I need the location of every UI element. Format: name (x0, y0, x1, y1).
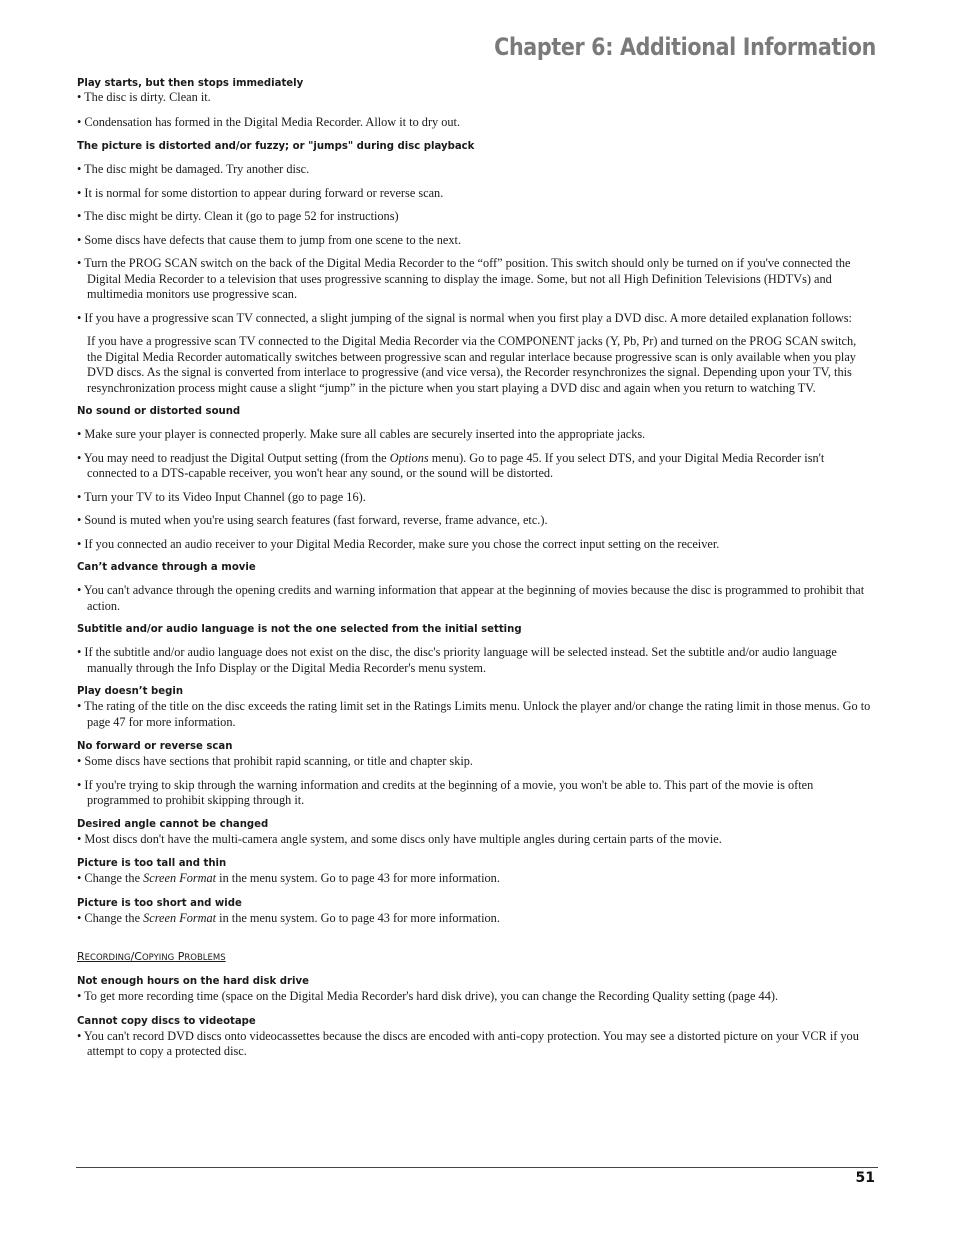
section-heading: Play doesn’t begin (77, 684, 184, 697)
bullet-item: • You can't record DVD discs onto videocassettes because the discs are encoded with anti-copy protection. You may see a distorted picture on your VCR if you attempt to copy a protected disc. (77, 1028, 859, 1058)
bullet-item: • Turn the PROG SCAN switch on the back of the Digital Media Recorder to the “off” position. This switch should only be turned on if you've connected the Digital Media Recorder to a television that uses progressive scanning to display the image. Some, but not all High Definition Televisions (HDTVs) and multimedia monitors use progressive scan. (77, 256, 851, 301)
page-number: 51 (855, 1170, 875, 1186)
chapter-title: Chapter 6: Additional Information (494, 33, 876, 61)
section-heading: Desired angle cannot be changed (77, 816, 269, 830)
bullet-item: • If you have a progressive scan TV connected, a slight jumping of the signal is normal when you first play a DVD disc. A more detailed explanation follows: (77, 310, 852, 325)
section-heading: No forward or reverse scan (77, 739, 233, 752)
bullet-item: • Make sure your player is connected properly. Make sure all cables are securely inserted into the appropriate jacks. (77, 427, 646, 441)
bullet-item: • Some discs have sections that prohibit rapid scanning, or title and chapter skip. (77, 754, 474, 768)
section-heading: Can’t advance through a movie (77, 560, 256, 573)
section-heading: Subtitle and/or audio language is not the one selected from the initial setting (77, 622, 522, 635)
explanation-paragraph: If you have a progressive scan TV connected to the Digital Media Recorder via the COMPONENT jacks (Y, Pb, Pr) and turned on the PROG SCAN switch, the Digital Media Recorder automatically switches between progressive scan and regular interlace because progressive scan is only available when you play DVD discs. As the signal is converted from interlace to progressive (and vice versa), the Recorder resynchronizes the signal. Depending upon your TV, this resynchronization process might cause a slight “jump” in the picture when you start playing a DVD disc and again when you return to watching TV. (87, 334, 857, 395)
bullet-item: • If the subtitle and/or audio language does not exist on the disc, the disc's priority language will be selected instead. Set the subtitle and/or audio language manually through the Info Display or the Digital Media Recorder's menu system. (77, 645, 837, 675)
section-heading: The picture is distorted and/or fuzzy; or "jumps" during disc playback (77, 139, 475, 152)
footer-divider (76, 1167, 878, 1168)
bullet-item: • The disc is dirty. Clean it. (77, 90, 211, 104)
bullet-item: • Sound is muted when you're using search features (fast forward, reverse, frame advance, etc.). (77, 513, 548, 527)
section-heading: Not enough hours on the hard disk drive (77, 974, 309, 987)
section-heading: Cannot copy discs to videotape (77, 1013, 256, 1027)
bullet-item: • Condensation has formed in the Digital Media Recorder. Allow it to dry out. (77, 114, 461, 129)
bullet-item: • The disc might be damaged. Try another disc. (77, 162, 310, 176)
bullet-item: • If you connected an audio receiver to your Digital Media Recorder, make sure you chose the correct input setting on the receiver. (77, 536, 720, 551)
section-heading: Picture is too short and wide (77, 895, 242, 909)
section-heading: No sound or distorted sound (77, 404, 241, 417)
bullet-item: • Turn your TV to its Video Input Channel (go to page 16). (77, 489, 366, 504)
bullet-item: • Change the Screen Format in the menu system. Go to page 43 for more information. (77, 910, 500, 925)
options-menu-term: Options (389, 450, 429, 465)
bullet-item: • Some discs have defects that cause them to jump from one scene to the next. (77, 232, 462, 247)
recording-section-title: RECORDING/COPYING PROBLEMS (77, 950, 226, 963)
section-heading: Picture is too tall and thin (77, 856, 227, 869)
bullet-item: • The disc might be dirty. Clean it (go to page 52 for instructions) (77, 209, 399, 223)
screen-format-term: Screen Format (143, 910, 217, 925)
bullet-item: • Change the Screen Format in the menu system. Go to page 43 for more information. (77, 871, 500, 885)
section-heading: Play starts, but then stops immediately (77, 76, 304, 89)
bullet-item: • To get more recording time (space on the Digital Media Recorder's hard disk drive), you can change the Recording Quality setting (page 44). (77, 989, 779, 1003)
bullet-item: • It is normal for some distortion to appear during forward or reverse scan. (77, 185, 444, 200)
bullet-item: • If you're trying to skip through the warning information and credits at the beginning of a movie, you won't be able to. This part of the movie is often programmed to prohibit skipping through it. (77, 777, 814, 807)
bullet-item: • You may need to readjust the Digital Output setting (from the Options menu). Go to page 45. If you select DTS, and your Digital Media Recorder isn't connected to a DTS-capable receiver, you won't hear any sound, or the sound will be distorted. (77, 450, 825, 480)
bullet-item: • Most discs don't have the multi-camera angle system, and some discs only have multiple angles during certain parts of the movie. (77, 831, 722, 846)
bullet-item: • The rating of the title on the disc exceeds the rating limit set in the Ratings Limits menu. Unlock the player and/or change the rating limit in those menus. Go to page 47 for more information. (77, 699, 871, 729)
page-content (77, 76, 872, 1060)
bullet-item: • You can't advance through the opening credits and warning information that appear at the beginning of movies because the disc is programmed to prohibit that action. (77, 583, 865, 613)
screen-format-term: Screen Format (143, 871, 217, 885)
